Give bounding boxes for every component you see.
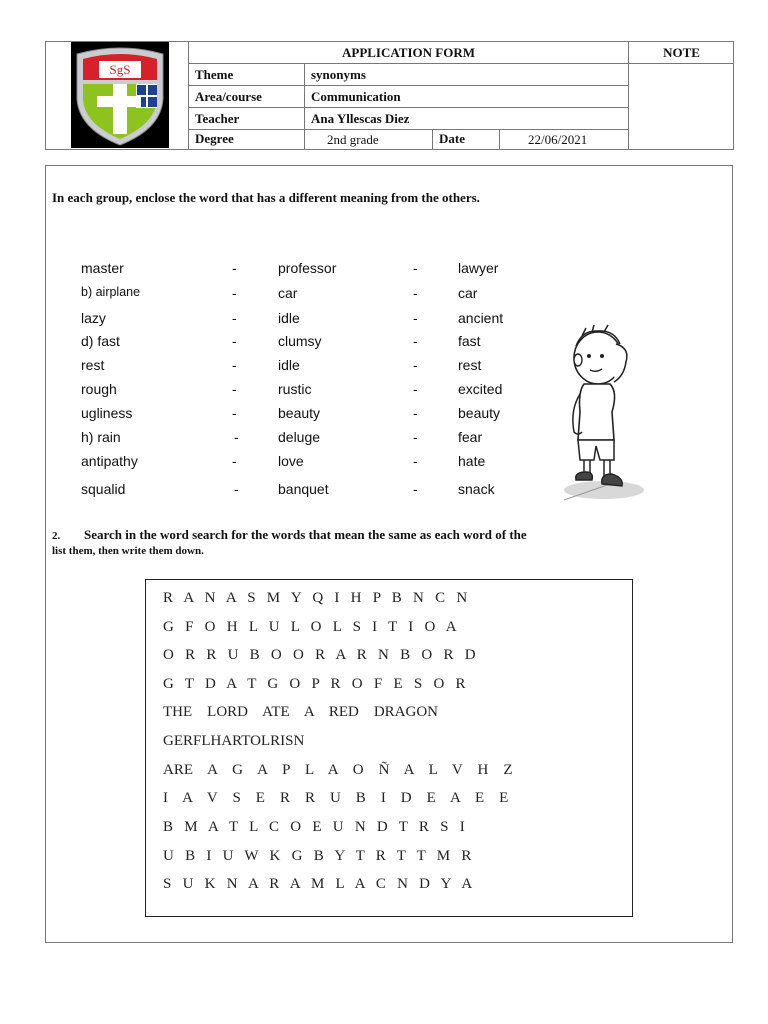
- word-search-row: G F O H L U L O L S I T I O A: [163, 619, 457, 635]
- area-value-cell: [305, 86, 629, 108]
- form-title-cell: [189, 42, 629, 64]
- word-second: love: [278, 453, 304, 469]
- word-second: clumsy: [278, 333, 322, 349]
- word-first: squalid: [81, 481, 126, 497]
- word-first: rest: [81, 357, 105, 373]
- word-third: ancient: [458, 310, 504, 326]
- separator: -: [232, 333, 237, 349]
- word-search-row: I A V S E R R U B I D E A E E: [163, 790, 509, 806]
- degree-value-cell: [305, 130, 433, 149]
- word-second: car: [278, 285, 298, 301]
- separator: -: [232, 381, 237, 397]
- exercise2-instruction-line2: list them, then write them down.: [52, 545, 204, 557]
- word-search-row: R A N A S M Y Q I H P B N C N: [163, 590, 468, 606]
- date-label: Date: [439, 131, 465, 146]
- word-third: snack: [458, 481, 495, 497]
- teacher-label: Teacher: [195, 111, 240, 126]
- separator: -: [234, 481, 239, 497]
- separator: -: [413, 453, 418, 469]
- separator: -: [232, 405, 237, 421]
- word-second: professor: [278, 260, 337, 276]
- separator: -: [413, 333, 418, 349]
- word-second: idle: [278, 357, 300, 373]
- word-first: master: [81, 260, 124, 276]
- degree-label-cell: [189, 130, 305, 149]
- theme-value: synonyms: [311, 67, 366, 82]
- word-first: d) fast: [81, 333, 120, 349]
- exercise2-instruction-text: Search in the word search for the words that mean the same as each word of the: [84, 527, 527, 542]
- note-label: NOTE: [663, 45, 700, 60]
- teacher-value-cell: [305, 108, 629, 130]
- separator: -: [232, 310, 237, 326]
- word-third: fear: [458, 429, 483, 445]
- separator: -: [413, 405, 418, 421]
- word-search-row: THE LORD ATE A RED DRAGON: [163, 704, 439, 720]
- word-search-row: O R R U B O O R A R N B O R D: [163, 647, 476, 663]
- separator: -: [232, 285, 237, 301]
- theme-value-cell: [305, 64, 629, 86]
- exercise2-number: 2.: [52, 530, 61, 542]
- word-first: antipathy: [81, 453, 138, 469]
- date-value: 22/06/2021: [528, 132, 588, 147]
- area-label: Area/course: [195, 89, 262, 104]
- theme-label: Theme: [195, 67, 234, 82]
- note-header-cell: [629, 42, 734, 64]
- separator: -: [232, 453, 237, 469]
- separator: -: [413, 357, 418, 373]
- note-cell: [629, 64, 734, 149]
- word-search-row: ARE A G A P L A O Ñ A L V H Z: [163, 762, 513, 778]
- word-third: fast: [458, 333, 481, 349]
- word-search-row: GERFLHARTOLRISN: [163, 733, 305, 749]
- separator: -: [413, 285, 418, 301]
- header-table: [45, 41, 734, 150]
- word-third: hate: [458, 453, 486, 469]
- word-third: beauty: [458, 405, 501, 421]
- thinking-boy-illustration: [552, 322, 648, 504]
- degree-label: Degree: [195, 131, 234, 146]
- theme-label-cell: [189, 64, 305, 86]
- separator: -: [413, 310, 418, 326]
- teacher-value: Ana Yllescas Diez: [311, 111, 410, 126]
- separator: -: [413, 481, 418, 497]
- word-second: deluge: [278, 429, 321, 445]
- word-first: b) airplane: [81, 285, 141, 299]
- word-first: ugliness: [81, 405, 133, 421]
- word-search-row: G T D A T G O P R O F E S O R: [163, 676, 466, 692]
- word-first: h) rain: [81, 429, 121, 445]
- word-first: rough: [81, 381, 117, 397]
- school-shield-logo: [73, 44, 167, 147]
- word-search-row: B M A T L C O E U N D T R S I: [163, 819, 465, 835]
- form-title: APPLICATION FORM: [341, 45, 475, 60]
- separator: -: [232, 260, 237, 276]
- word-third: lawyer: [458, 260, 499, 276]
- word-search-grid: [145, 579, 633, 917]
- separator: -: [413, 260, 418, 276]
- word-second: beauty: [278, 405, 321, 421]
- teacher-label-cell: [189, 108, 305, 130]
- degree-value: 2nd grade: [327, 132, 379, 147]
- separator: -: [413, 381, 418, 397]
- word-search-row: U B I U W K G B Y T R T T M R: [163, 848, 472, 864]
- separator: -: [234, 429, 239, 445]
- separator: -: [413, 429, 418, 445]
- date-value-cell: [500, 130, 629, 149]
- word-third: car: [458, 285, 478, 301]
- word-second: rustic: [278, 381, 312, 397]
- exercise1-instruction: In each group, enclose the word that has a different meaning from the others.: [52, 190, 480, 205]
- exercise2-instruction-line1: [52, 527, 527, 543]
- word-third: excited: [458, 381, 503, 397]
- word-third: rest: [458, 357, 482, 373]
- separator: -: [232, 357, 237, 373]
- logo-cell: [46, 42, 189, 149]
- area-label-cell: [189, 86, 305, 108]
- word-search-row: S U K N A R A M L A C N D Y A: [163, 876, 473, 892]
- word-second: idle: [278, 310, 300, 326]
- area-value: Communication: [311, 89, 401, 104]
- word-first: lazy: [81, 310, 106, 326]
- logo-text: SgS: [109, 62, 131, 77]
- word-second: banquet: [278, 481, 329, 497]
- date-label-cell: [433, 130, 500, 149]
